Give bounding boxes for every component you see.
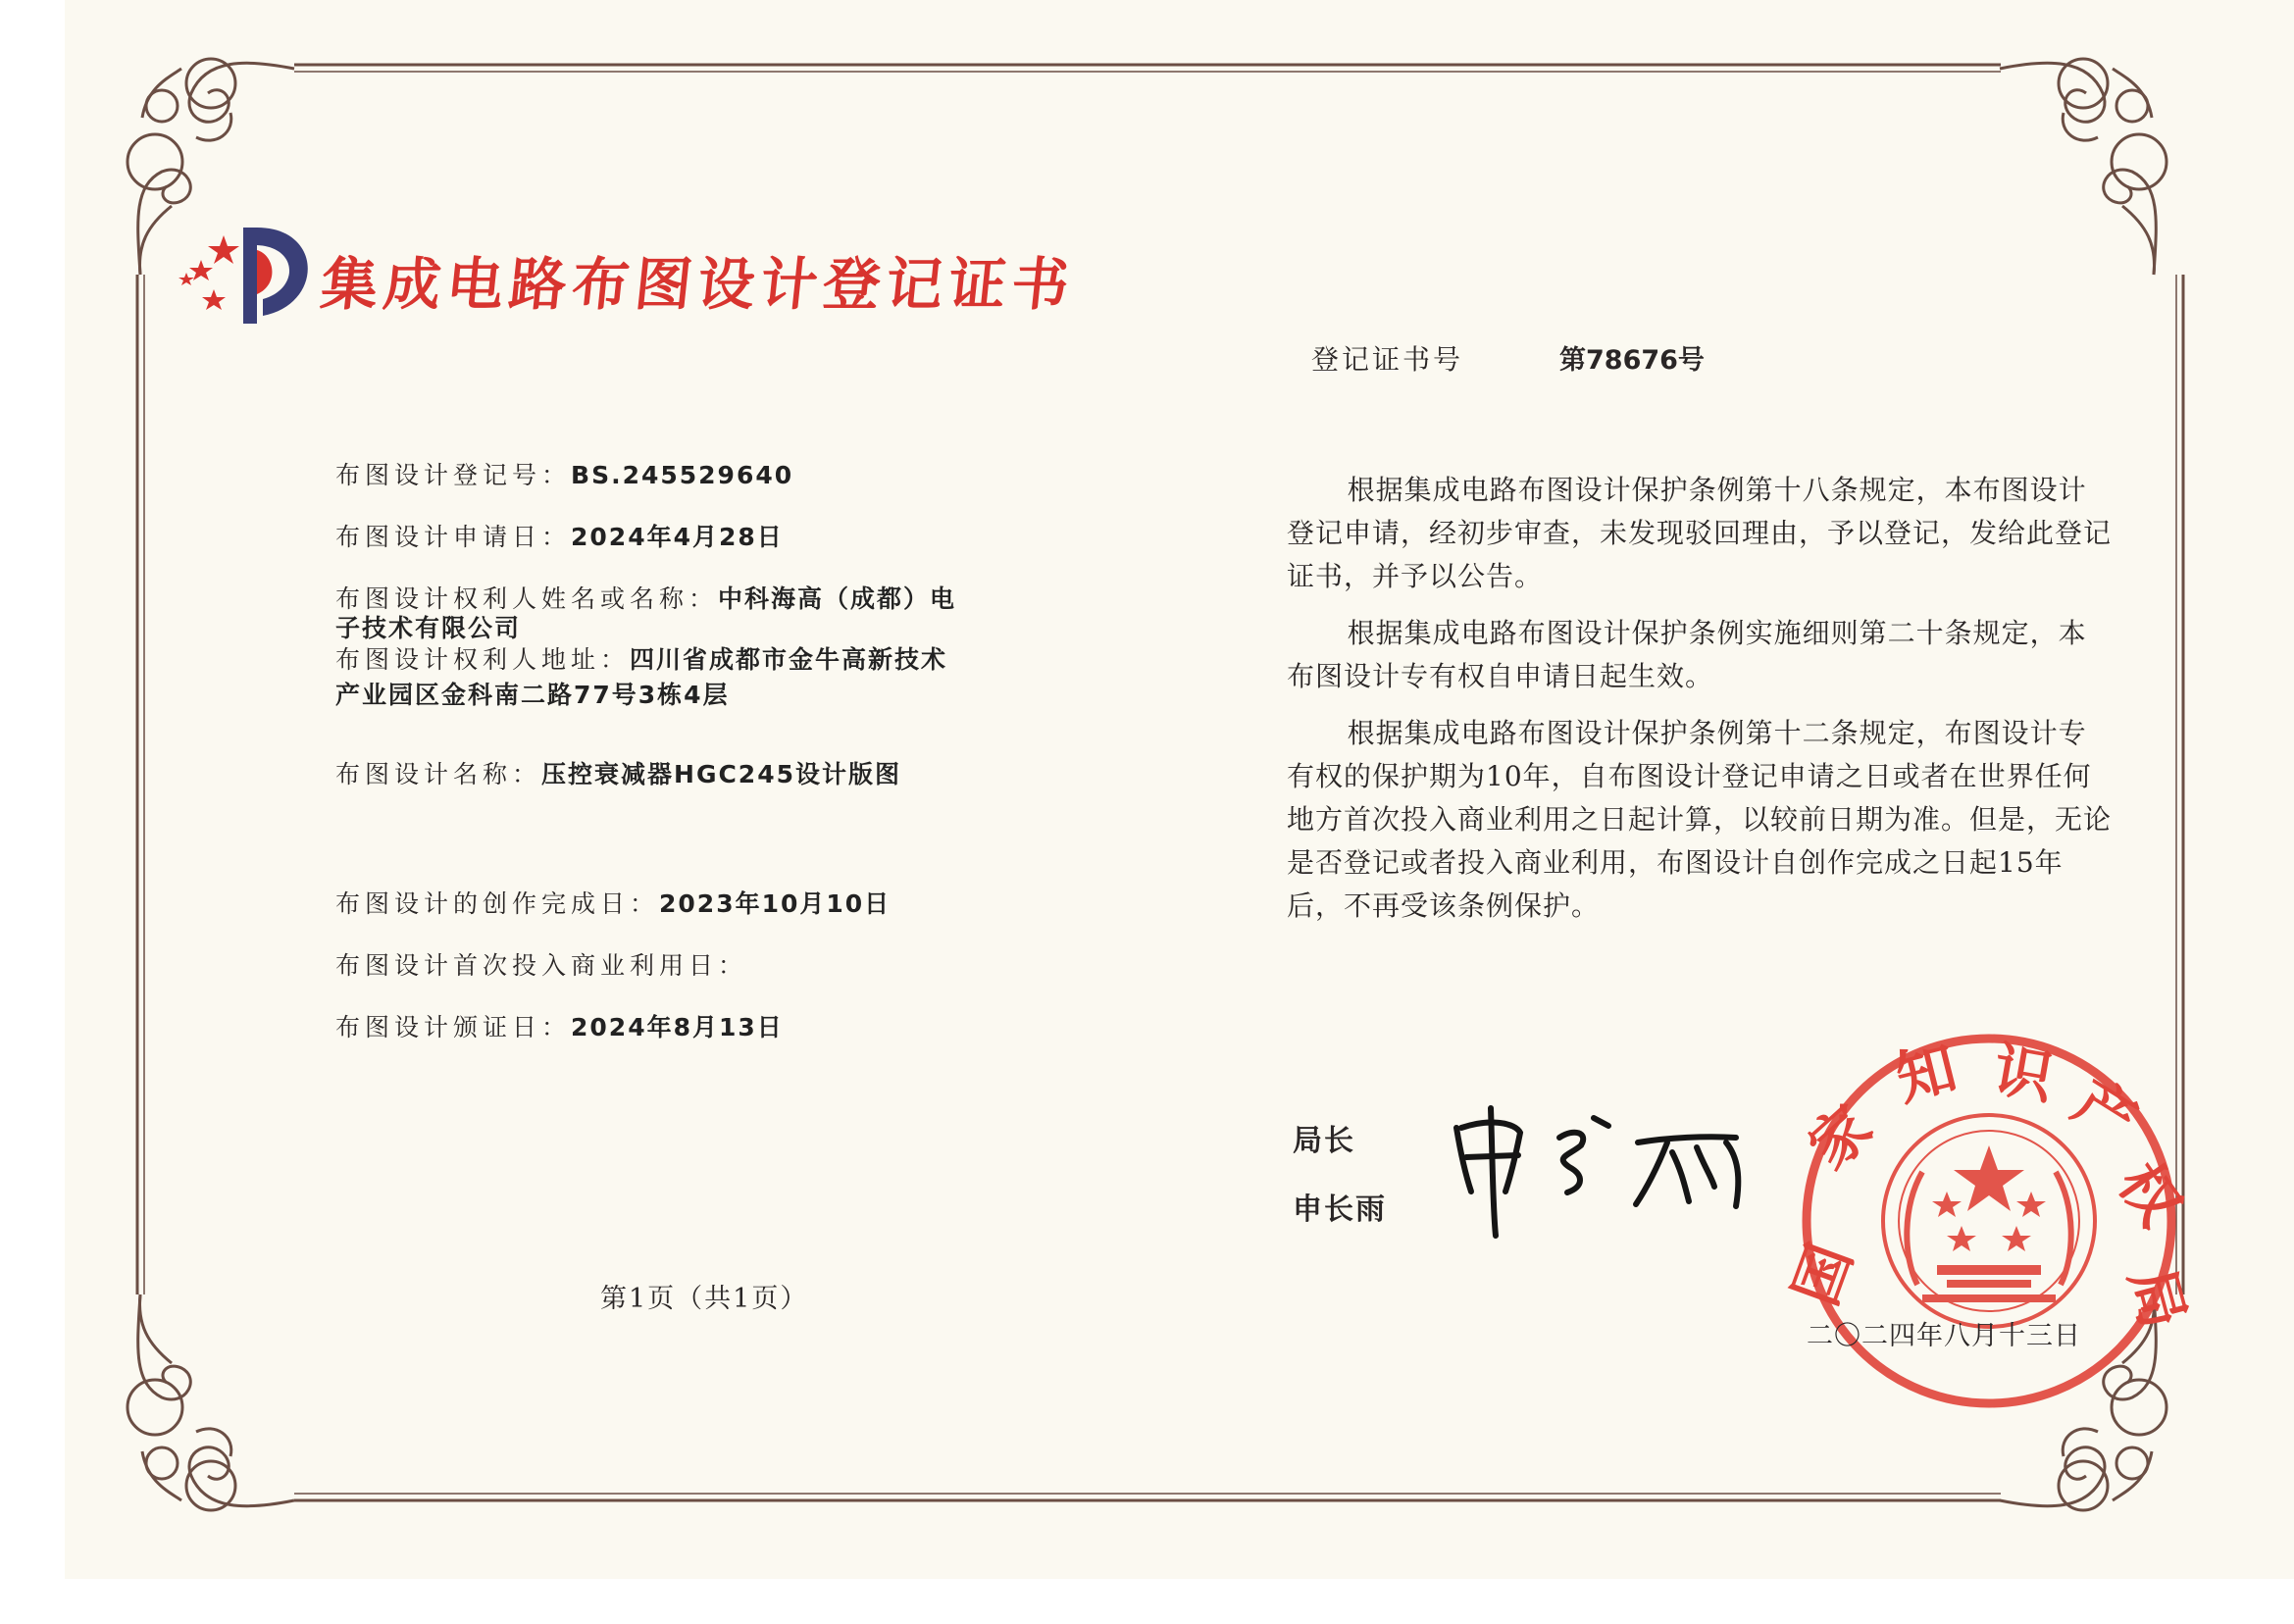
field-value-cont: 产业园区金科南二路77号3栋4层 — [335, 681, 730, 709]
cnipa-logo-icon — [178, 228, 308, 324]
svg-text:家: 家 — [1796, 1091, 1886, 1184]
handwritten-signature — [1456, 1108, 1738, 1236]
field-label: 布图设计名称： — [335, 760, 542, 788]
svg-text:权: 权 — [2104, 1150, 2195, 1239]
field-creation-date — [335, 887, 891, 922]
field-apply-date — [335, 520, 784, 555]
certificate-title: 集成电路布图设计登记证书 — [317, 251, 1079, 318]
field-issue-date — [335, 1010, 784, 1045]
director-name: 申长雨 — [1293, 1193, 1387, 1227]
field-label: 布图设计权利人姓名或名称： — [335, 584, 719, 613]
field-label: 布图设计首次投入商业利用日： — [335, 951, 748, 980]
field-design-name — [335, 757, 901, 792]
cert-number-value: 第78676号 — [1559, 345, 1705, 376]
director-title: 局长 — [1293, 1124, 1355, 1158]
paragraph-registration: 根据集成电路布图设计保护条例第十八条规定，本布图设计登记申请，经初步审查，未发现驳回理由，予以登记，发给此登记证书，并予以公告。 — [1287, 474, 2113, 592]
field-label: 布图设计的创作完成日： — [335, 889, 660, 918]
field-value: 四川省成都市金牛高新技术 — [630, 645, 948, 674]
paragraph-effective: 根据集成电路布图设计保护条例实施细则第二十条规定，本布图设计专有权自申请日起生效。 — [1287, 617, 2087, 692]
field-value: BS.245529640 — [571, 461, 794, 489]
field-value: 2024年4月28日 — [571, 523, 784, 551]
field-owner-address — [335, 642, 947, 713]
field-commercial-date — [335, 948, 747, 984]
svg-text:局: 局 — [2116, 1260, 2198, 1336]
field-value: 2023年10月10日 — [659, 889, 892, 918]
svg-text:识: 识 — [1988, 1035, 2059, 1114]
field-owner-name — [335, 582, 956, 646]
page-indicator: 第1页（共1页） — [600, 1284, 809, 1314]
svg-text:国: 国 — [1781, 1235, 1866, 1315]
field-label: 布图设计申请日： — [335, 523, 572, 551]
svg-text:知: 知 — [1889, 1034, 1963, 1115]
issue-date-cn: 二〇二四年八月十三日 — [1807, 1321, 2081, 1351]
field-value: 压控衰减器HGC245设计版图 — [541, 760, 901, 788]
svg-text:产: 产 — [2062, 1067, 2149, 1157]
field-reg-no — [335, 458, 793, 493]
field-label: 布图设计权利人地址： — [335, 645, 631, 674]
cert-number-label: 登记证书号 — [1311, 343, 1464, 376]
paragraph-protection-term: 根据集成电路布图设计保护条例第十二条规定，布图设计专有权的保护期为10年，自布图设计登记申请之日或者在世界任何地方首次投入商业利用之日起计算，以较前日期为准。但是，无论是否登记或者投入商业利用，布图设计自创作完成之日起15年后，不再受该条例保护。 — [1287, 717, 2113, 922]
field-value-cont: 子技术有限公司 — [335, 614, 522, 642]
field-value: 2024年8月13日 — [571, 1013, 784, 1041]
field-label: 布图设计登记号： — [335, 461, 572, 489]
field-label: 布图设计颁证日： — [335, 1013, 572, 1041]
field-value: 中科海高（成都）电 — [718, 584, 957, 613]
